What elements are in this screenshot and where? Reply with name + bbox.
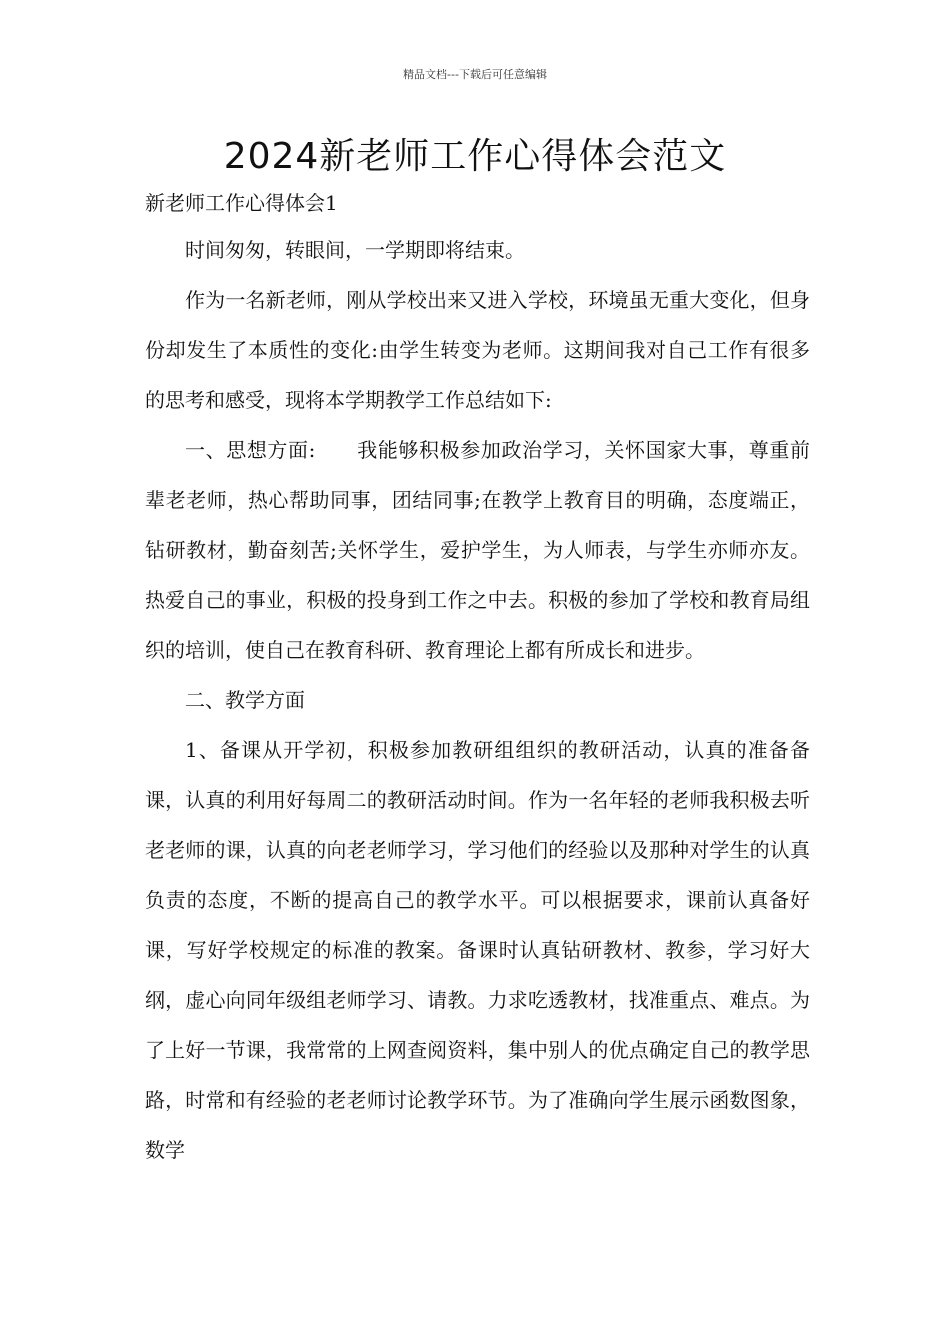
paragraph: 二、教学方面 [185, 688, 305, 712]
section-subheading: 新老师工作心得体会1 [145, 191, 338, 215]
paragraph: 时间匆匆，转眼间，一学期即将结束。 [185, 238, 525, 262]
document-body [145, 225, 810, 1175]
paragraph: 1、备课从开学初，积极参加教研组组织的教研活动，认真的准备备课，认真的利用好每周二的教研活动时间。作为一名年轻的老师我积极去听老老师的课，认真的向老老师学习，学习他们的经验以及那种对学生的认真负责的态度，不断的提高自己的教学水平。可以根据要求，课前认真备好课，写好学校规定的标准的教案。备课时认真钻研教材、教参，学习好大纲，虚心向同年级组老师学习、请教。力求吃透教材，找准重点、难点。为了上好一节课，我常常的上网查阅资料，集中别人的优点确定自己的教学思路，时常和有经验的老老师讨论教学环节。为了准确向学生展示函数图象，数学 [145, 738, 810, 1162]
paragraph: 一、思想方面: 我能够积极参加政治学习，关怀国家大事，尊重前辈老老师，热心帮助同事，团结同事;在教学上教育目的明确，态度端正，钻研教材，勤奋刻苦;关怀学生，爱护学生，为人师表，与学生亦师亦友。热爱自己的事业，积极的投身到工作之中去。积极的参加了学校和教育局组织的培训，使自己在教育科研、教育理论上都有所成长和进步。 [145, 438, 810, 662]
paragraph: 作为一名新老师，刚从学校出来又进入学校，环境虽无重大变化，但身份却发生了本质性的变化:由学生转变为老师。这期间我对自己工作有很多的思考和感受，现将本学期教学工作总结如下: [145, 288, 810, 412]
document-title: 2024新老师工作心得体会范文 [223, 136, 727, 177]
header-note: 精品文档---下载后可任意编辑 [403, 68, 547, 81]
